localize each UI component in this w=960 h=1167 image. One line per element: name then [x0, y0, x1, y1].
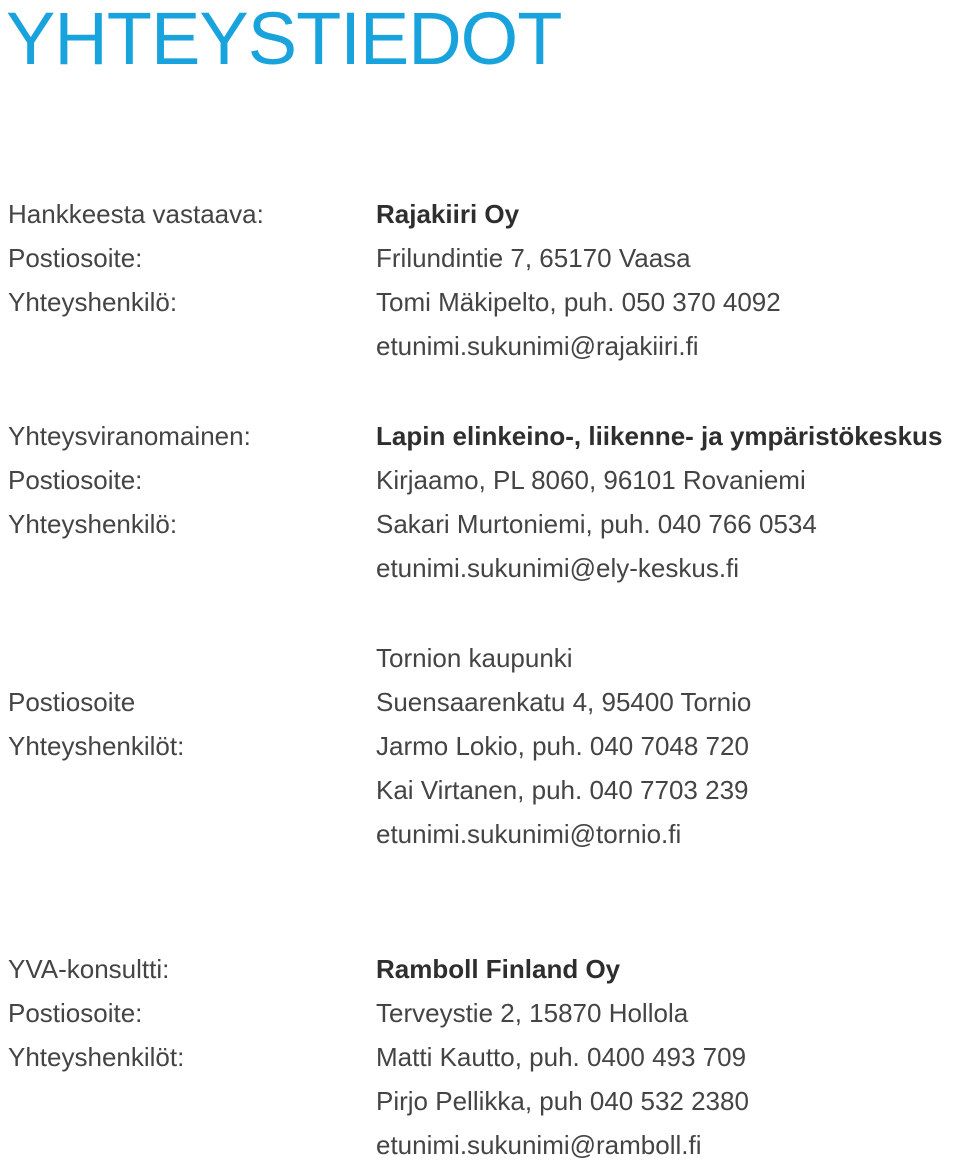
field-label: YVA-konsultti:	[8, 954, 170, 984]
contact-row	[0, 1035, 960, 1079]
field-label: Postiosoite:	[8, 465, 143, 495]
field-label: Postiosoite:	[8, 243, 143, 273]
contact-row	[0, 280, 960, 324]
field-label: Yhteyshenkilö:	[8, 287, 178, 317]
contact-person: Kai Virtanen, puh. 040 7703 239	[376, 775, 749, 805]
field-label: Yhteyshenkilöt:	[8, 731, 185, 761]
email-address: etunimi.sukunimi@rajakiiri.fi	[376, 331, 699, 361]
contact-person: Jarmo Lokio, puh. 040 7048 720	[376, 731, 749, 761]
contact-person: Pirjo Pellikka, puh 040 532 2380	[376, 1086, 749, 1116]
email-address: etunimi.sukunimi@ramboll.fi	[376, 1130, 702, 1160]
organization-name: Ramboll Finland Oy	[376, 954, 621, 984]
contact-row	[0, 414, 960, 458]
consultant-section	[0, 947, 960, 1167]
postal-address: Kirjaamo, PL 8060, 96101 Rovaniemi	[376, 465, 806, 495]
contact-row	[0, 680, 960, 724]
developer-section	[0, 192, 960, 368]
contact-row	[0, 947, 960, 991]
contact-row	[0, 192, 960, 236]
organization-name: Lapin elinkeino-, liikenne- ja ympäristökeskus	[376, 421, 943, 451]
contact-person: Sakari Murtoniemi, puh. 040 766 0534	[376, 509, 817, 539]
contact-row	[0, 458, 960, 502]
organization-name: Rajakiiri Oy	[376, 199, 520, 229]
contact-row	[0, 1079, 960, 1123]
contact-row	[0, 812, 960, 856]
field-label: Yhteyshenkilö:	[8, 509, 178, 539]
contact-row	[0, 991, 960, 1035]
field-label: Yhteysviranomainen:	[8, 421, 251, 451]
field-label: Postiosoite:	[8, 998, 143, 1028]
page-title: YHTEYSTIEDOT	[6, 0, 562, 80]
contact-row	[0, 324, 960, 368]
email-address: etunimi.sukunimi@tornio.fi	[376, 819, 682, 849]
contact-person: Matti Kautto, puh. 0400 493 709	[376, 1042, 747, 1072]
contact-row	[0, 1123, 960, 1167]
email-address: etunimi.sukunimi@ely-keskus.fi	[376, 553, 740, 583]
field-label: Hankkeesta vastaava:	[8, 199, 264, 229]
postal-address: Terveystie 2, 15870 Hollola	[376, 998, 689, 1028]
contact-row	[0, 236, 960, 280]
field-label: Yhteyshenkilöt:	[8, 1042, 185, 1072]
contact-row	[0, 724, 960, 768]
field-label: Postiosoite	[8, 687, 136, 717]
city-section	[0, 636, 960, 856]
contact-row	[0, 502, 960, 546]
postal-address: Frilundintie 7, 65170 Vaasa	[376, 243, 691, 273]
contact-person: Tomi Mäkipelto, puh. 050 370 4092	[376, 287, 781, 317]
authority-section	[0, 414, 960, 590]
contact-row	[0, 636, 960, 680]
postal-address: Suensaarenkatu 4, 95400 Tornio	[376, 687, 752, 717]
contact-row	[0, 768, 960, 812]
contact-row	[0, 546, 960, 590]
organization-name: Tornion kaupunki	[376, 643, 573, 673]
